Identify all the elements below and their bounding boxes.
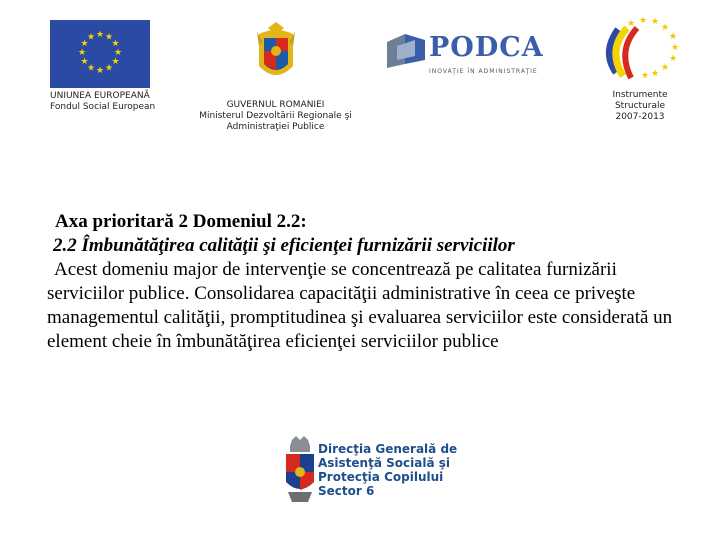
svg-text:★: ★ [671,43,680,53]
svg-text:★: ★ [661,63,670,73]
dgas-line1: Direcţia Generală de [318,442,458,456]
dgas-text [318,442,457,498]
romania-coat-of-arms-icon [253,20,299,92]
structural-funds-caption-line2: Structurale [614,101,666,111]
svg-text:★: ★ [111,39,120,49]
dgas-crest-icon [282,436,320,508]
svg-text:★: ★ [77,48,87,58]
podca-wordmark: PODCA [429,32,544,63]
main-content [47,210,687,354]
dgas-line2: Asistenţă Socială şi [318,456,450,470]
podca-logo-icon [385,30,427,70]
priority-axis-heading: Axa prioritară 2 Domeniul 2.2: [55,211,307,232]
structural-funds-caption-line3: 2007-2013 [615,112,665,122]
svg-text:★: ★ [80,57,89,67]
dgas-logo [282,436,482,516]
structural-funds-caption [592,90,688,123]
eu-caption-line1: UNIUNEA EUROPEANĂ [50,91,150,101]
svg-text:★: ★ [86,63,96,74]
svg-text:★: ★ [651,17,660,27]
domain-description: Acest domeniu major de intervenţie se concentrează pe calitatea furnizării serviciilor publice. Consolidarea capacităţii administrative în ceea ce priveşte managementul calităţii, promptitudinea şi evaluarea serviciilor este considerată un element cheie în îmbunătăţirea eficienţei serviciilor publice [47,259,673,352]
svg-text:★: ★ [95,66,105,76]
structural-funds-logo [592,14,688,123]
eu-flag-icon [50,20,150,88]
svg-text:★: ★ [627,19,636,29]
svg-text:★: ★ [95,30,105,40]
svg-text:★: ★ [669,54,678,64]
structural-funds-caption-line1: Instrumente [612,90,668,100]
government-caption-line1: GUVERNUL ROMANIEI [226,100,325,110]
svg-text:★: ★ [104,32,114,43]
svg-text:★: ★ [113,48,123,58]
svg-text:★: ★ [639,16,648,26]
government-caption-line2: Ministerul Dezvoltării Regionale şi [199,111,352,121]
government-caption-line3: Administraţiei Publice [226,122,325,132]
domain-subheading: 2.2 Îmbunătăţirea calităţii şi eficienţei furnizării serviciilor [53,235,515,256]
dgas-line3: Protecţia Copilului [318,470,444,484]
svg-text:★: ★ [80,39,89,49]
podca-logo [385,30,545,74]
svg-text:★: ★ [86,32,96,43]
instrumente-structurale-logo-icon [597,14,683,86]
eu-logo [40,20,160,113]
eu-caption-line2: Fondul Social European [50,102,156,112]
svg-text:★: ★ [651,69,660,79]
dgas-line4: Sector 6 [318,484,375,498]
svg-text:★: ★ [111,57,120,67]
svg-text:★: ★ [641,71,650,81]
eu-caption [50,91,160,113]
svg-text:★: ★ [104,63,114,74]
svg-text:★: ★ [661,23,670,33]
government-logo [188,20,363,133]
government-caption [188,100,363,133]
podca-tagline: INOVAŢIE ÎN ADMINISTRAŢIE [429,68,538,75]
svg-text:★: ★ [669,32,678,42]
